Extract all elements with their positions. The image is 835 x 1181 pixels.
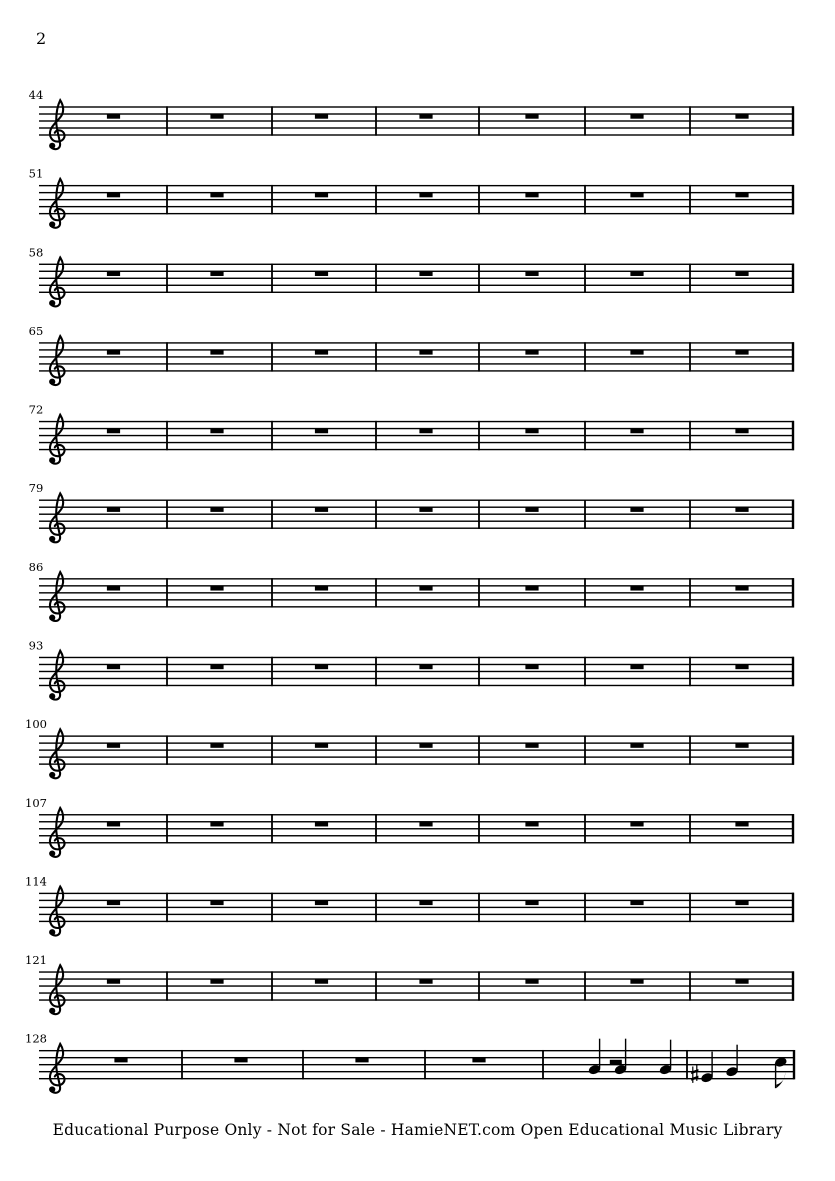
barline xyxy=(689,421,691,450)
whole-rest xyxy=(525,350,538,355)
whole-rest xyxy=(735,350,748,355)
barline xyxy=(478,421,480,450)
barline xyxy=(689,578,691,607)
whole-rest xyxy=(630,114,643,119)
staff-line xyxy=(39,507,794,508)
barline xyxy=(271,971,273,1000)
treble-clef-ball xyxy=(49,850,55,856)
whole-rest xyxy=(525,192,538,197)
staff-line xyxy=(39,1050,794,1051)
whole-rest xyxy=(630,979,643,984)
staff-line xyxy=(39,278,794,279)
whole-rest xyxy=(210,586,223,591)
treble-clef-ball xyxy=(49,379,55,385)
footer-text: Educational Purpose Only - Not for Sale - HamieNET.com Open Educational Music Library xyxy=(52,1121,783,1139)
whole-rest xyxy=(735,979,748,984)
barline xyxy=(792,421,794,450)
barline xyxy=(792,342,794,371)
barline xyxy=(478,106,480,135)
whole-rest xyxy=(210,350,223,355)
barline xyxy=(689,893,691,922)
staff-line xyxy=(39,671,794,672)
whole-rest xyxy=(315,979,328,984)
barline xyxy=(166,421,168,450)
staff-system-107 xyxy=(25,796,794,857)
staff-line xyxy=(39,678,794,679)
barline xyxy=(792,735,794,764)
staff-line xyxy=(39,814,794,815)
barline xyxy=(584,500,586,529)
staff-line xyxy=(39,514,794,515)
measure-number: 107 xyxy=(25,795,47,810)
whole-rest xyxy=(419,114,432,119)
barline xyxy=(584,421,586,450)
staff-line xyxy=(39,521,794,522)
barline xyxy=(792,500,794,529)
barline xyxy=(271,657,273,686)
staff-line xyxy=(39,914,794,915)
barline xyxy=(271,264,273,293)
whole-rest xyxy=(234,1057,247,1062)
staff-line xyxy=(39,106,794,107)
staff-system-100 xyxy=(25,717,794,778)
barline xyxy=(478,893,480,922)
whole-rest xyxy=(210,428,223,433)
staff-system-51 xyxy=(29,167,795,228)
staff-line xyxy=(39,735,794,736)
staff-line xyxy=(39,120,794,121)
whole-rest xyxy=(525,979,538,984)
measure-number: 121 xyxy=(25,953,47,968)
barline xyxy=(792,185,794,214)
page-number: 2 xyxy=(36,29,47,48)
staff-line xyxy=(39,578,794,579)
barline xyxy=(689,657,691,686)
whole-rest xyxy=(107,350,120,355)
whole-rest xyxy=(315,664,328,669)
barline xyxy=(166,106,168,135)
staff-line xyxy=(39,599,794,600)
whole-rest xyxy=(525,664,538,669)
staff-line xyxy=(39,264,794,265)
staff-line xyxy=(39,756,794,757)
whole-rest xyxy=(107,271,120,276)
barline xyxy=(584,578,586,607)
staff-line xyxy=(39,999,794,1000)
barline xyxy=(478,342,480,371)
staff-line xyxy=(39,356,794,357)
staff-line xyxy=(39,992,794,993)
staff-line xyxy=(39,192,794,193)
whole-rest xyxy=(630,743,643,748)
barline xyxy=(584,342,586,371)
barline xyxy=(584,106,586,135)
barline xyxy=(424,1050,426,1079)
whole-rest xyxy=(630,586,643,591)
treble-clef-ball xyxy=(49,615,55,621)
staff-line xyxy=(39,1078,794,1079)
whole-rest xyxy=(107,743,120,748)
barline xyxy=(375,106,377,135)
eighth-flag xyxy=(776,1072,785,1088)
staff-line xyxy=(39,985,794,986)
barline xyxy=(375,657,377,686)
whole-rest xyxy=(210,821,223,826)
whole-rest xyxy=(525,586,538,591)
whole-rest xyxy=(210,507,223,512)
treble-clef-ball xyxy=(49,457,55,463)
whole-rest xyxy=(419,821,432,826)
staff-line xyxy=(39,821,794,822)
staff-line xyxy=(39,127,794,128)
staff-line xyxy=(39,435,794,436)
whole-rest xyxy=(419,192,432,197)
staff-line xyxy=(39,685,794,686)
whole-rest xyxy=(315,271,328,276)
barline xyxy=(181,1050,183,1079)
whole-rest xyxy=(419,664,432,669)
staff-line xyxy=(39,921,794,922)
barline xyxy=(271,578,273,607)
whole-rest xyxy=(210,114,223,119)
barline xyxy=(271,106,273,135)
staff-line xyxy=(39,199,794,200)
whole-rest xyxy=(210,743,223,748)
barline xyxy=(478,735,480,764)
staff-line xyxy=(39,349,794,350)
whole-rest xyxy=(735,821,748,826)
whole-rest xyxy=(315,743,328,748)
measure-number: 51 xyxy=(28,166,44,181)
staff-line xyxy=(39,363,794,364)
barline xyxy=(166,500,168,529)
staff-system-93 xyxy=(29,638,795,699)
barline xyxy=(689,185,691,214)
whole-rest xyxy=(630,507,643,512)
staff-line xyxy=(39,1064,794,1065)
barline xyxy=(271,893,273,922)
whole-rest xyxy=(107,192,120,197)
whole-rest xyxy=(419,900,432,905)
barline xyxy=(375,814,377,843)
treble-clef-ball xyxy=(49,693,55,699)
barline xyxy=(478,264,480,293)
staff-line xyxy=(39,763,794,764)
barline xyxy=(375,264,377,293)
whole-rest xyxy=(630,821,643,826)
staff-system-58 xyxy=(29,245,795,306)
whole-rest xyxy=(419,586,432,591)
barline xyxy=(375,421,377,450)
staff-line xyxy=(39,528,794,529)
barline xyxy=(689,500,691,529)
barline xyxy=(792,971,794,1000)
whole-rest xyxy=(107,900,120,905)
whole-rest xyxy=(107,979,120,984)
note-stem xyxy=(670,1040,671,1069)
barline xyxy=(375,893,377,922)
barline xyxy=(584,971,586,1000)
whole-rest xyxy=(472,1057,485,1062)
barline xyxy=(478,971,480,1000)
staff-line xyxy=(39,370,794,371)
whole-rest xyxy=(315,350,328,355)
barline xyxy=(793,1050,795,1079)
staff-line xyxy=(39,185,794,186)
whole-rest xyxy=(735,586,748,591)
whole-rest xyxy=(315,114,328,119)
barline xyxy=(689,814,691,843)
treble-clef-ball xyxy=(49,143,55,149)
whole-rest xyxy=(525,900,538,905)
whole-rest xyxy=(525,428,538,433)
staff-line xyxy=(39,442,794,443)
whole-rest xyxy=(315,821,328,826)
whole-rest xyxy=(630,192,643,197)
barline xyxy=(478,814,480,843)
staff-line xyxy=(39,900,794,901)
barline xyxy=(166,185,168,214)
staff-system-114 xyxy=(25,874,794,935)
barline xyxy=(792,893,794,922)
measure-number: 100 xyxy=(25,717,47,732)
staff-system-86 xyxy=(29,560,795,621)
treble-clef-ball xyxy=(49,300,55,306)
barline xyxy=(478,657,480,686)
barline xyxy=(375,735,377,764)
whole-rest xyxy=(630,428,643,433)
barline xyxy=(478,185,480,214)
staff-line xyxy=(39,449,794,450)
barline xyxy=(271,342,273,371)
whole-rest xyxy=(315,428,328,433)
barline xyxy=(166,971,168,1000)
barline xyxy=(792,106,794,135)
barline xyxy=(792,814,794,843)
staff-line xyxy=(39,500,794,501)
barline xyxy=(542,1050,544,1079)
measure-number: 79 xyxy=(28,481,44,496)
staff-line xyxy=(39,342,794,343)
staff-line xyxy=(39,271,794,272)
barline xyxy=(271,735,273,764)
whole-rest xyxy=(315,900,328,905)
staff-line xyxy=(39,285,794,286)
whole-rest xyxy=(107,821,120,826)
barline xyxy=(792,264,794,293)
barline xyxy=(584,185,586,214)
barline xyxy=(375,971,377,1000)
staff-line xyxy=(39,971,794,972)
barline xyxy=(375,500,377,529)
barline xyxy=(375,185,377,214)
barline xyxy=(166,893,168,922)
whole-rest xyxy=(525,114,538,119)
treble-clef-ball xyxy=(49,221,55,227)
barline xyxy=(689,264,691,293)
whole-rest xyxy=(419,428,432,433)
whole-rest xyxy=(735,428,748,433)
staff-system-128 xyxy=(25,1032,795,1093)
whole-rest xyxy=(630,271,643,276)
whole-rest xyxy=(210,900,223,905)
staff-line xyxy=(39,113,794,114)
whole-rest xyxy=(355,1057,368,1062)
staff-line xyxy=(39,907,794,908)
barline xyxy=(686,1050,688,1079)
staff-line xyxy=(39,134,794,135)
barline xyxy=(689,106,691,135)
staff-line xyxy=(39,842,794,843)
whole-rest xyxy=(525,271,538,276)
barline xyxy=(166,264,168,293)
treble-clef-ball xyxy=(49,772,55,778)
whole-rest xyxy=(107,586,120,591)
note-stem xyxy=(736,1045,737,1071)
staff-line xyxy=(39,835,794,836)
whole-rest xyxy=(107,664,120,669)
barline xyxy=(166,578,168,607)
staff-system-72 xyxy=(29,403,795,464)
measure-number: 44 xyxy=(28,88,44,102)
measure-number: 114 xyxy=(25,874,47,889)
staff-line xyxy=(39,428,794,429)
whole-rest xyxy=(630,900,643,905)
barline xyxy=(271,185,273,214)
staff-line xyxy=(39,664,794,665)
staff-line xyxy=(39,749,794,750)
whole-rest xyxy=(630,350,643,355)
quarter-note xyxy=(725,1045,739,1078)
whole-rest xyxy=(210,271,223,276)
whole-rest xyxy=(419,271,432,276)
barline xyxy=(166,657,168,686)
staff-line xyxy=(39,1071,794,1072)
whole-rest xyxy=(315,507,328,512)
staff-line xyxy=(39,978,794,979)
whole-rest xyxy=(419,743,432,748)
whole-rest xyxy=(630,664,643,669)
whole-rest xyxy=(419,507,432,512)
staff-system-44 xyxy=(29,88,795,149)
barline xyxy=(584,264,586,293)
measure-number: 65 xyxy=(28,323,44,338)
measure-number: 86 xyxy=(28,559,44,574)
quarter-note xyxy=(700,1052,714,1084)
note-stem xyxy=(711,1052,712,1077)
barline xyxy=(584,814,586,843)
measure-number: 72 xyxy=(28,402,44,417)
whole-rest xyxy=(419,350,432,355)
whole-rest xyxy=(735,271,748,276)
staff-line xyxy=(39,828,794,829)
barline xyxy=(584,735,586,764)
whole-rest xyxy=(114,1057,127,1062)
note-stem xyxy=(625,1039,626,1069)
note-stem xyxy=(775,1063,776,1088)
barline xyxy=(584,657,586,686)
staff-line xyxy=(39,592,794,593)
half-rest xyxy=(610,1060,622,1065)
measure-number: 128 xyxy=(25,1031,47,1046)
measure-number: 58 xyxy=(28,245,44,260)
whole-rest xyxy=(315,586,328,591)
barline xyxy=(166,735,168,764)
barline xyxy=(478,578,480,607)
note-stem xyxy=(599,1039,600,1069)
staff-line xyxy=(39,206,794,207)
staff-line xyxy=(39,213,794,214)
treble-clef-ball xyxy=(49,536,55,542)
barline xyxy=(302,1050,304,1079)
staff-system-121 xyxy=(25,953,794,1014)
whole-rest xyxy=(107,428,120,433)
whole-rest xyxy=(735,664,748,669)
staff-line xyxy=(39,1057,794,1058)
whole-rest xyxy=(210,664,223,669)
staff-line xyxy=(39,893,794,894)
whole-rest xyxy=(107,507,120,512)
barline xyxy=(166,814,168,843)
whole-rest xyxy=(735,743,748,748)
staff-system-65 xyxy=(29,324,795,385)
staff-line xyxy=(39,606,794,607)
treble-clef-ball xyxy=(49,1008,55,1014)
barline xyxy=(792,657,794,686)
whole-rest xyxy=(525,743,538,748)
whole-rest xyxy=(735,900,748,905)
barline xyxy=(689,735,691,764)
whole-rest xyxy=(735,114,748,119)
staff-line xyxy=(39,657,794,658)
barline xyxy=(792,578,794,607)
barline xyxy=(689,342,691,371)
treble-clef-ball xyxy=(49,929,55,935)
staff-line xyxy=(39,421,794,422)
sharp-vertical xyxy=(692,1066,693,1082)
staff-line xyxy=(39,742,794,743)
barline xyxy=(584,893,586,922)
barline xyxy=(689,971,691,1000)
whole-rest xyxy=(525,507,538,512)
whole-rest xyxy=(735,192,748,197)
staff-line xyxy=(39,292,794,293)
whole-rest xyxy=(107,114,120,119)
barline xyxy=(271,421,273,450)
whole-rest xyxy=(735,507,748,512)
barline xyxy=(271,500,273,529)
whole-rest xyxy=(210,192,223,197)
whole-rest xyxy=(210,979,223,984)
barline xyxy=(375,342,377,371)
whole-rest xyxy=(315,192,328,197)
staff-system-79 xyxy=(29,481,795,542)
barline xyxy=(271,814,273,843)
sharp-accidental xyxy=(691,1064,698,1082)
barline xyxy=(478,500,480,529)
barline xyxy=(375,578,377,607)
measure-number: 93 xyxy=(28,638,44,653)
whole-rest xyxy=(525,821,538,826)
treble-clef-ball xyxy=(49,1086,55,1092)
whole-rest xyxy=(419,979,432,984)
barline xyxy=(166,342,168,371)
staff-line xyxy=(39,585,794,586)
